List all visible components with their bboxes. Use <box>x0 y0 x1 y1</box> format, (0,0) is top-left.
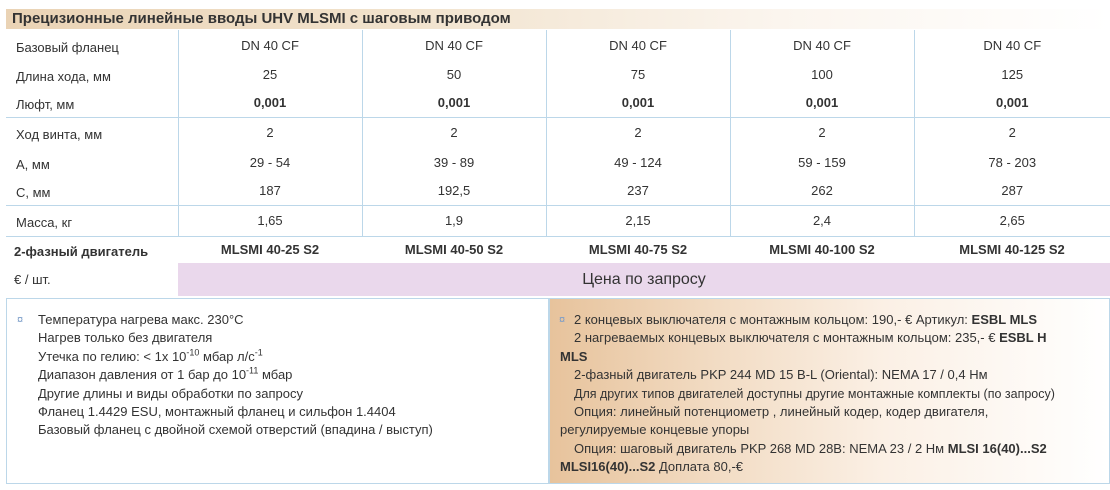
bullet-icon: ¤ <box>17 314 24 326</box>
cell: 59 - 159 <box>730 148 914 176</box>
model-name: MLSMI 40-50 S2 <box>404 242 504 258</box>
cell: 287 <box>914 176 1110 205</box>
model-name: MLSMI 40-25 S2 <box>220 242 320 258</box>
spec-table <box>6 30 1110 296</box>
cell: DN 40 CF <box>178 30 362 60</box>
bullet-icon: ¤ <box>559 314 566 326</box>
note-options-cont: регулируемые концевые упоры <box>560 422 750 438</box>
model-name: MLSMI 40-75 S2 <box>588 242 688 258</box>
row-label: C, мм <box>6 176 178 205</box>
cell: 0,001 <box>178 88 362 117</box>
note-stepper-option: Опция: шаговый двигатель PKP 268 MD 28B: NEMA 23 / 2 Нм MLSI 16(40)...S2 <box>574 440 1047 456</box>
row-label: Длина хода, мм <box>16 68 111 84</box>
cell: 25 <box>178 60 362 88</box>
row-mass <box>6 205 1110 236</box>
cell: 2 <box>546 117 730 148</box>
page-title: Прецизионные линейные вводы UHV MLSMI с шаговым приводом <box>12 10 511 27</box>
note-flange-material: Фланец 1.4429 ESU, монтажный фланец и сильфон 1.4404 <box>38 404 396 420</box>
title-bar <box>6 9 1110 29</box>
cell: 192,5 <box>362 176 546 205</box>
notes-left-box <box>6 298 549 484</box>
row-motor <box>6 236 1110 263</box>
row-label: Люфт, мм <box>6 88 178 117</box>
note-limit-switches: 2 концевых выключателя с монтажным кольцом: 190,- € Артикул: ESBL MLS <box>574 312 1038 327</box>
notes-right-box <box>549 298 1110 484</box>
row-label: A, мм <box>16 156 50 172</box>
motor-label: 2-фазный двигатель <box>14 244 149 260</box>
note-other-lengths: Другие длины и виды обработки по запросу <box>38 385 303 401</box>
row-price <box>6 263 1110 296</box>
cell: 0,001 <box>914 88 1110 117</box>
row-c <box>6 176 1110 205</box>
cell: 0,001 <box>362 88 546 117</box>
note-motor: 2-фазный двигатель PKP 244 MD 15 B-L (Oriental): NEMA 17 / 0,4 Нм <box>574 367 988 383</box>
cell: 78 - 203 <box>914 148 1110 176</box>
model-name: MLSMI 40-100 S2 <box>769 242 875 258</box>
row-a <box>6 148 1110 176</box>
cell: 1,65 <box>178 205 362 236</box>
note-heated-switches: 2 нагреваемых концевых выключателя с монтажным кольцом: 235,- € ESBL H <box>574 330 1047 346</box>
note-heated-switches-cont: MLS <box>560 348 588 364</box>
note-leak: Утечка по гелию: < 1x $10^{-10}$ мбар $л/с^{-1}$ <box>38 347 263 364</box>
note-heating: Нагрев только без двигателя <box>38 330 213 346</box>
row-label: Ход винта, мм <box>16 127 103 143</box>
note-stepper-option-cont: MLSI16(40)...S2 Доплата 80,-€ <box>560 459 744 475</box>
note-other-motors: Для других типов двигателей доступны другие монтажные комплекты (по запросу) <box>574 386 1055 401</box>
cell: 29 - 54 <box>178 148 362 176</box>
cell: 75 <box>546 60 730 88</box>
cell: 2 <box>730 117 914 148</box>
price-on-request: Цена по запросу <box>178 263 1110 296</box>
row-label: Базовый фланец <box>16 39 119 55</box>
row-screw-pitch <box>6 117 1110 148</box>
notes-right <box>560 311 1055 477</box>
row-base-flange <box>6 30 1110 60</box>
cell: 50 <box>362 60 546 88</box>
cell: 187 <box>178 176 362 205</box>
cell: 125 <box>914 60 1110 88</box>
note-temperature: Температура нагрева макс. 230°C <box>38 312 244 327</box>
cell: 2,4 <box>730 205 914 236</box>
cell: 2,65 <box>914 205 1110 236</box>
cell: DN 40 CF <box>546 30 730 60</box>
row-label: Масса, кг <box>6 205 178 236</box>
note-pressure-range: Диапазон давления от 1 бар до $10^{-11}$ мбар <box>38 365 293 383</box>
note-base-flange: Базовый фланец с двойной схемой отверстий (впадина / выступ) <box>38 422 433 438</box>
cell: 2 <box>178 117 362 148</box>
note-options: Опция: линейный потенциометр , линейный кодер, кодер двигателя, <box>574 404 989 420</box>
cell: DN 40 CF <box>914 30 1110 60</box>
cell: DN 40 CF <box>362 30 546 60</box>
price-unit-label: € / шт. <box>14 272 51 287</box>
model-name: MLSMI 40-125 S2 <box>959 242 1065 258</box>
cell: 39 - 89 <box>362 148 546 176</box>
cell: 0,001 <box>730 88 914 117</box>
cell: DN 40 CF <box>730 30 914 60</box>
cell: 0,001 <box>546 88 730 117</box>
notes-left <box>38 311 433 440</box>
cell: 49 - 124 <box>546 148 730 176</box>
row-stroke <box>6 60 1110 88</box>
cell: 1,9 <box>362 205 546 236</box>
cell: 100 <box>730 60 914 88</box>
cell: 2,15 <box>546 205 730 236</box>
row-backlash <box>6 88 1110 117</box>
cell: 2 <box>362 117 546 148</box>
cell: 237 <box>546 176 730 205</box>
cell: 2 <box>914 117 1110 148</box>
cell: 262 <box>730 176 914 205</box>
